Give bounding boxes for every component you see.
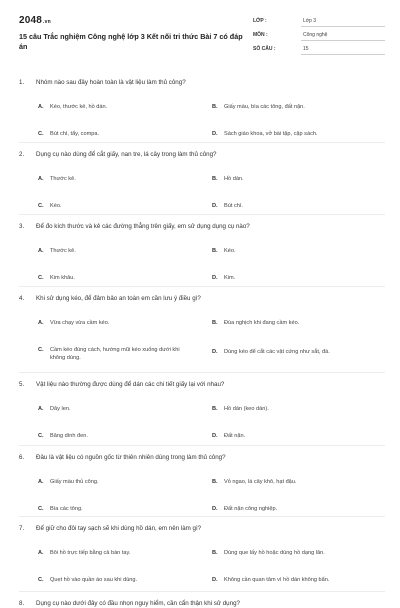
meta-info (253, 16, 385, 58)
answer-option-c[interactable] (38, 131, 190, 139)
meta-label: MÔN : (253, 32, 268, 38)
divider (301, 54, 385, 55)
meta-value: Công nghệ (303, 32, 328, 38)
option-text: Thước kẻ. (50, 248, 76, 254)
question-stem (19, 294, 385, 303)
question-number: 4. (19, 295, 25, 302)
option-letter: B. (212, 320, 218, 326)
answer-option-d[interactable] (212, 577, 374, 585)
question-number: 3. (19, 223, 25, 230)
option-letter: D. (212, 203, 218, 209)
question-7 (19, 524, 385, 583)
option-text: Đất nặn công nghiệp. (224, 506, 278, 512)
question-number: 6. (19, 454, 25, 461)
question-number: 7. (19, 525, 25, 532)
question-2 (19, 150, 385, 209)
question-stem (19, 599, 385, 608)
question-stem (19, 524, 385, 533)
option-text: Quẹt hồ vào quần áo sau khi dùng. (50, 577, 138, 583)
option-letter: C. (38, 577, 44, 583)
divider (301, 26, 385, 27)
option-text: Kim. (224, 275, 236, 281)
divider (19, 516, 385, 517)
question-stem (19, 380, 385, 389)
meta-value: 15 (303, 46, 309, 52)
answer-option-b[interactable] (212, 320, 374, 328)
option-text: Kim khâu. (50, 275, 75, 281)
answer-option-a[interactable] (38, 320, 190, 328)
answer-option-d[interactable] (212, 506, 374, 514)
question-number: 8. (19, 600, 25, 607)
option-text: Giấy màu thủ công. (50, 479, 99, 485)
question-text: Để đo kích thước và kẻ các đường thẳng trên giấy, em sử dụng dụng cụ nào? (36, 223, 250, 230)
question-8 (19, 599, 385, 608)
option-text: Dùng que lấy hồ hoặc dùng hồ dạng lăn. (224, 550, 325, 556)
answer-option-c[interactable] (38, 347, 190, 362)
divider (19, 372, 385, 373)
option-text: Dùng kéo để cắt các vật cứng như sắt, đá. (224, 349, 330, 355)
question-1 (19, 78, 385, 137)
option-text: Đùa nghịch khi đang cầm kéo. (224, 320, 300, 326)
question-3 (19, 222, 385, 281)
option-letter: D. (212, 433, 218, 439)
answer-option-a[interactable] (38, 248, 190, 256)
answer-option-a[interactable] (38, 176, 190, 184)
option-letter: A. (38, 176, 44, 182)
option-letter: B. (212, 550, 218, 556)
option-text: Không cần quan tâm vì hồ dán không bẩn. (224, 577, 330, 583)
option-letter: D. (212, 131, 218, 137)
question-stem (19, 222, 385, 231)
question-list (19, 78, 385, 607)
divider (19, 286, 385, 287)
option-letter: D. (212, 349, 218, 355)
option-text: Bìa các tông. (50, 506, 83, 512)
option-letter: C. (38, 275, 44, 281)
option-text: Giấy màu, bìa các tông, đất nặn. (224, 104, 305, 110)
meta-row-subject (253, 30, 385, 44)
question-5 (19, 380, 385, 439)
question-text: Đâu là vật liệu có nguồn gốc từ thiên nhiên dùng trong làm thủ công? (36, 454, 226, 461)
meta-label: LỚP : (253, 18, 267, 24)
option-letter: B. (212, 248, 218, 254)
option-letter: A. (38, 104, 44, 110)
question-stem (19, 150, 385, 159)
option-letter: A. (38, 248, 44, 254)
divider (19, 445, 385, 446)
option-text: Kéo. (224, 248, 236, 254)
question-stem (19, 78, 385, 87)
option-letter: C. (38, 347, 44, 353)
question-text: Vật liệu nào thường được dùng để dán các chi tiết giấy lại với nhau? (36, 381, 225, 388)
question-text: Để giữ cho đôi tay sạch sẽ khi dùng hồ dán, em nên làm gì? (36, 525, 202, 532)
answer-option-c[interactable] (38, 433, 190, 441)
divider (301, 40, 385, 41)
site-logo (19, 15, 51, 26)
option-letter: C. (38, 203, 44, 209)
option-text: Đất nặn. (224, 433, 246, 439)
question-number: 5. (19, 381, 25, 388)
meta-row-grade (253, 16, 385, 30)
answer-option-d[interactable] (212, 433, 374, 441)
option-letter: A. (38, 406, 44, 412)
question-text: Dụng cụ nào dưới đây có đầu nhọn nguy hiểm, cần cẩn thận khi sử dụng? (36, 600, 240, 607)
answer-option-c[interactable] (38, 577, 190, 585)
answer-option-b[interactable] (212, 248, 374, 256)
option-letter: B. (212, 406, 218, 412)
answer-option-a[interactable] (38, 550, 190, 558)
meta-row-count (253, 44, 385, 58)
answer-option-a[interactable] (38, 406, 190, 414)
divider (19, 591, 385, 592)
answer-option-c[interactable] (38, 203, 190, 211)
option-text: Bôi hồ trực tiếp bằng cả bàn tay. (50, 550, 131, 556)
option-text: Kéo. (50, 203, 62, 209)
option-letter: C. (38, 506, 44, 512)
question-stem (19, 453, 385, 462)
answer-option-c[interactable] (38, 506, 190, 514)
option-text: Bút chì. (224, 203, 243, 209)
question-text: Nhóm nào sau đây hoàn toàn là vật liệu làm thủ công? (36, 79, 186, 86)
option-text: Dây len. (50, 406, 71, 412)
answer-option-b[interactable] (212, 406, 374, 414)
document-title: 15 câu Trắc nghiệm Công nghệ lớp 3 Kết nối tri thức Bài 7 có đáp án (19, 32, 243, 51)
option-text: Bút chì, tẩy, compa. (50, 131, 100, 137)
answer-option-a[interactable] (38, 104, 190, 112)
option-letter: D. (212, 506, 218, 512)
logo-suffix: .vn (43, 19, 51, 25)
answer-option-b[interactable] (212, 104, 374, 112)
option-letter: B. (212, 479, 218, 485)
question-number: 1. (19, 79, 25, 86)
answer-option-a[interactable] (38, 479, 190, 487)
logo-text: 2048 (19, 15, 43, 26)
meta-label: SỐ CÂU : (253, 46, 276, 52)
option-letter: B. (212, 104, 218, 110)
option-letter: B. (212, 176, 218, 182)
option-text: Sách giáo khoa, vở bài tập, cặp sách. (224, 131, 318, 137)
option-letter: C. (38, 433, 44, 439)
answer-option-c[interactable] (38, 275, 190, 283)
option-text: Vỏ ngao, lá cây khô, hạt đậu. (224, 479, 297, 485)
option-text: Cầm kéo đúng cách, hướng mũi kéo xuống dưới khi không dùng. (50, 347, 180, 361)
question-text: Dụng cụ nào dùng để cắt giấy, nan tre, lá cây trong làm thủ công? (36, 151, 217, 158)
answer-option-d[interactable] (212, 275, 374, 283)
answer-option-d[interactable] (212, 203, 374, 211)
option-letter: C. (38, 131, 44, 137)
option-letter: A. (38, 320, 44, 326)
answer-option-d[interactable] (212, 131, 374, 139)
option-letter: D. (212, 577, 218, 583)
option-text: Băng dính đen. (50, 433, 88, 439)
option-letter: A. (38, 550, 44, 556)
question-number: 2. (19, 151, 25, 158)
answer-option-b[interactable] (212, 479, 374, 487)
question-text: Khi sử dụng kéo, để đảm bảo an toàn em cần lưu ý điều gì? (36, 295, 201, 302)
divider (19, 214, 385, 215)
question-4 (19, 294, 385, 361)
option-text: Hồ dán. (224, 176, 244, 182)
option-text: Vừa chạy vừa cầm kéo. (50, 320, 110, 326)
answer-option-d[interactable] (212, 349, 374, 357)
option-letter: D. (212, 275, 218, 281)
option-text: Kéo, thước kẻ, hồ dán. (50, 104, 108, 110)
option-text: Hồ dán (keo dán). (224, 406, 269, 412)
divider (19, 142, 385, 143)
option-letter: A. (38, 479, 44, 485)
meta-value: Lớp 3 (303, 18, 317, 24)
answer-option-b[interactable] (212, 550, 374, 558)
answer-option-b[interactable] (212, 176, 374, 184)
document-header (19, 14, 385, 60)
option-text: Thước kẻ. (50, 176, 76, 182)
question-6 (19, 453, 385, 512)
